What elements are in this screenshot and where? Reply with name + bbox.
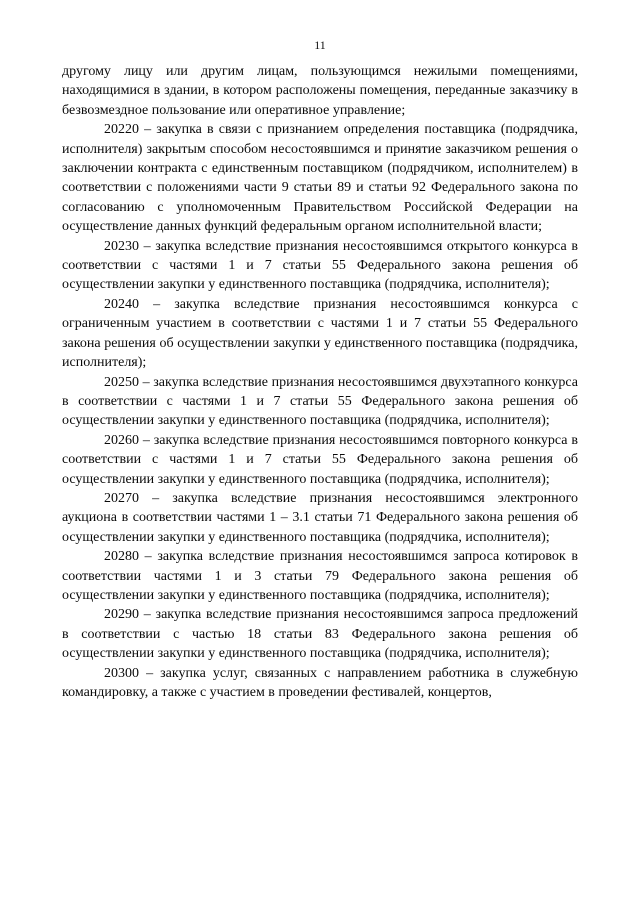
document-body [62, 62, 578, 702]
paragraph-20230: 20230 – закупка вследствие признания несостоявшимся открытого конкурса в соответствии с частями 1 и 7 статьи 55 Федерального закона решения об осуществлении закупки у единственного поставщика (подрядчика, исполнителя); [62, 238, 578, 293]
paragraph-20260: 20260 – закупка вследствие признания несостоявшимся повторного конкурса в соответствии с частями 1 и 7 статьи 55 Федерального закона решения об осуществлении закупки у единственного поставщика (подрядчика, исполнителя); [62, 432, 578, 487]
paragraph-20220: 20220 – закупка в связи с признанием определения поставщика (подрядчика, исполнителя) закрытым способом несостоявшимся и принятие заказчиком решения о заключении контракта с единственным поставщиком (подрядчиком, исполнителем) в соответствии с положениями части 9 статьи 89 и статьи 92 Федерального закона по согласованию с уполномоченным Правительством Российской Федерации на осуществление данных функций федеральным органом исполнительной власти; [62, 122, 578, 235]
paragraph-20250: 20250 – закупка вследствие признания несостоявшимся двухэтапного конкурса в соответствии с частями 1 и 7 статьи 55 Федерального закона решения об осуществлении закупки у единственного поставщика (подрядчика, исполнителя); [62, 374, 578, 429]
page-number: 11 [314, 38, 326, 52]
paragraph-20300: 20300 – закупка услуг, связанных с направлением работника в служебную командировку, а также с участием в проведении фестивалей, концертов, [62, 665, 578, 700]
paragraph-continuation: другому лицу или другим лицам, пользующимся нежилыми помещениями, находящимися в здании, в котором расположены помещения, переданные заказчику в безвозмездное пользование или оперативное управление; [62, 64, 578, 118]
paragraph-20270: 20270 – закупка вследствие признания несостоявшимся электронного аукциона в соответствии частями 1 – 3.1 статьи 71 Федерального закона решения об осуществлении закупки у единственного поставщика (подрядчика, исполнителя); [62, 490, 578, 545]
paragraph-20240: 20240 – закупка вследствие признания несостоявшимся конкурса с ограниченным участием в соответствии с частями 1 и 7 статьи 55 Федерального закона решения об осуществлении закупки у единственного поставщика (подрядчика, исполнителя); [62, 296, 578, 371]
paragraph-20280: 20280 – закупка вследствие признания несостоявшимся запроса котировок в соответствии частями 1 и 3 статьи 79 Федерального закона решения об осуществлении закупки у единственного поставщика (подрядчика, исполнителя); [62, 549, 578, 603]
paragraph-20290: 20290 – закупка вследствие признания несостоявшимся запроса предложений в соответствии с частью 18 статьи 83 Федерального закона решения об осуществлении закупки у единственного поставщика (подрядчика, исполнителя); [62, 607, 578, 662]
